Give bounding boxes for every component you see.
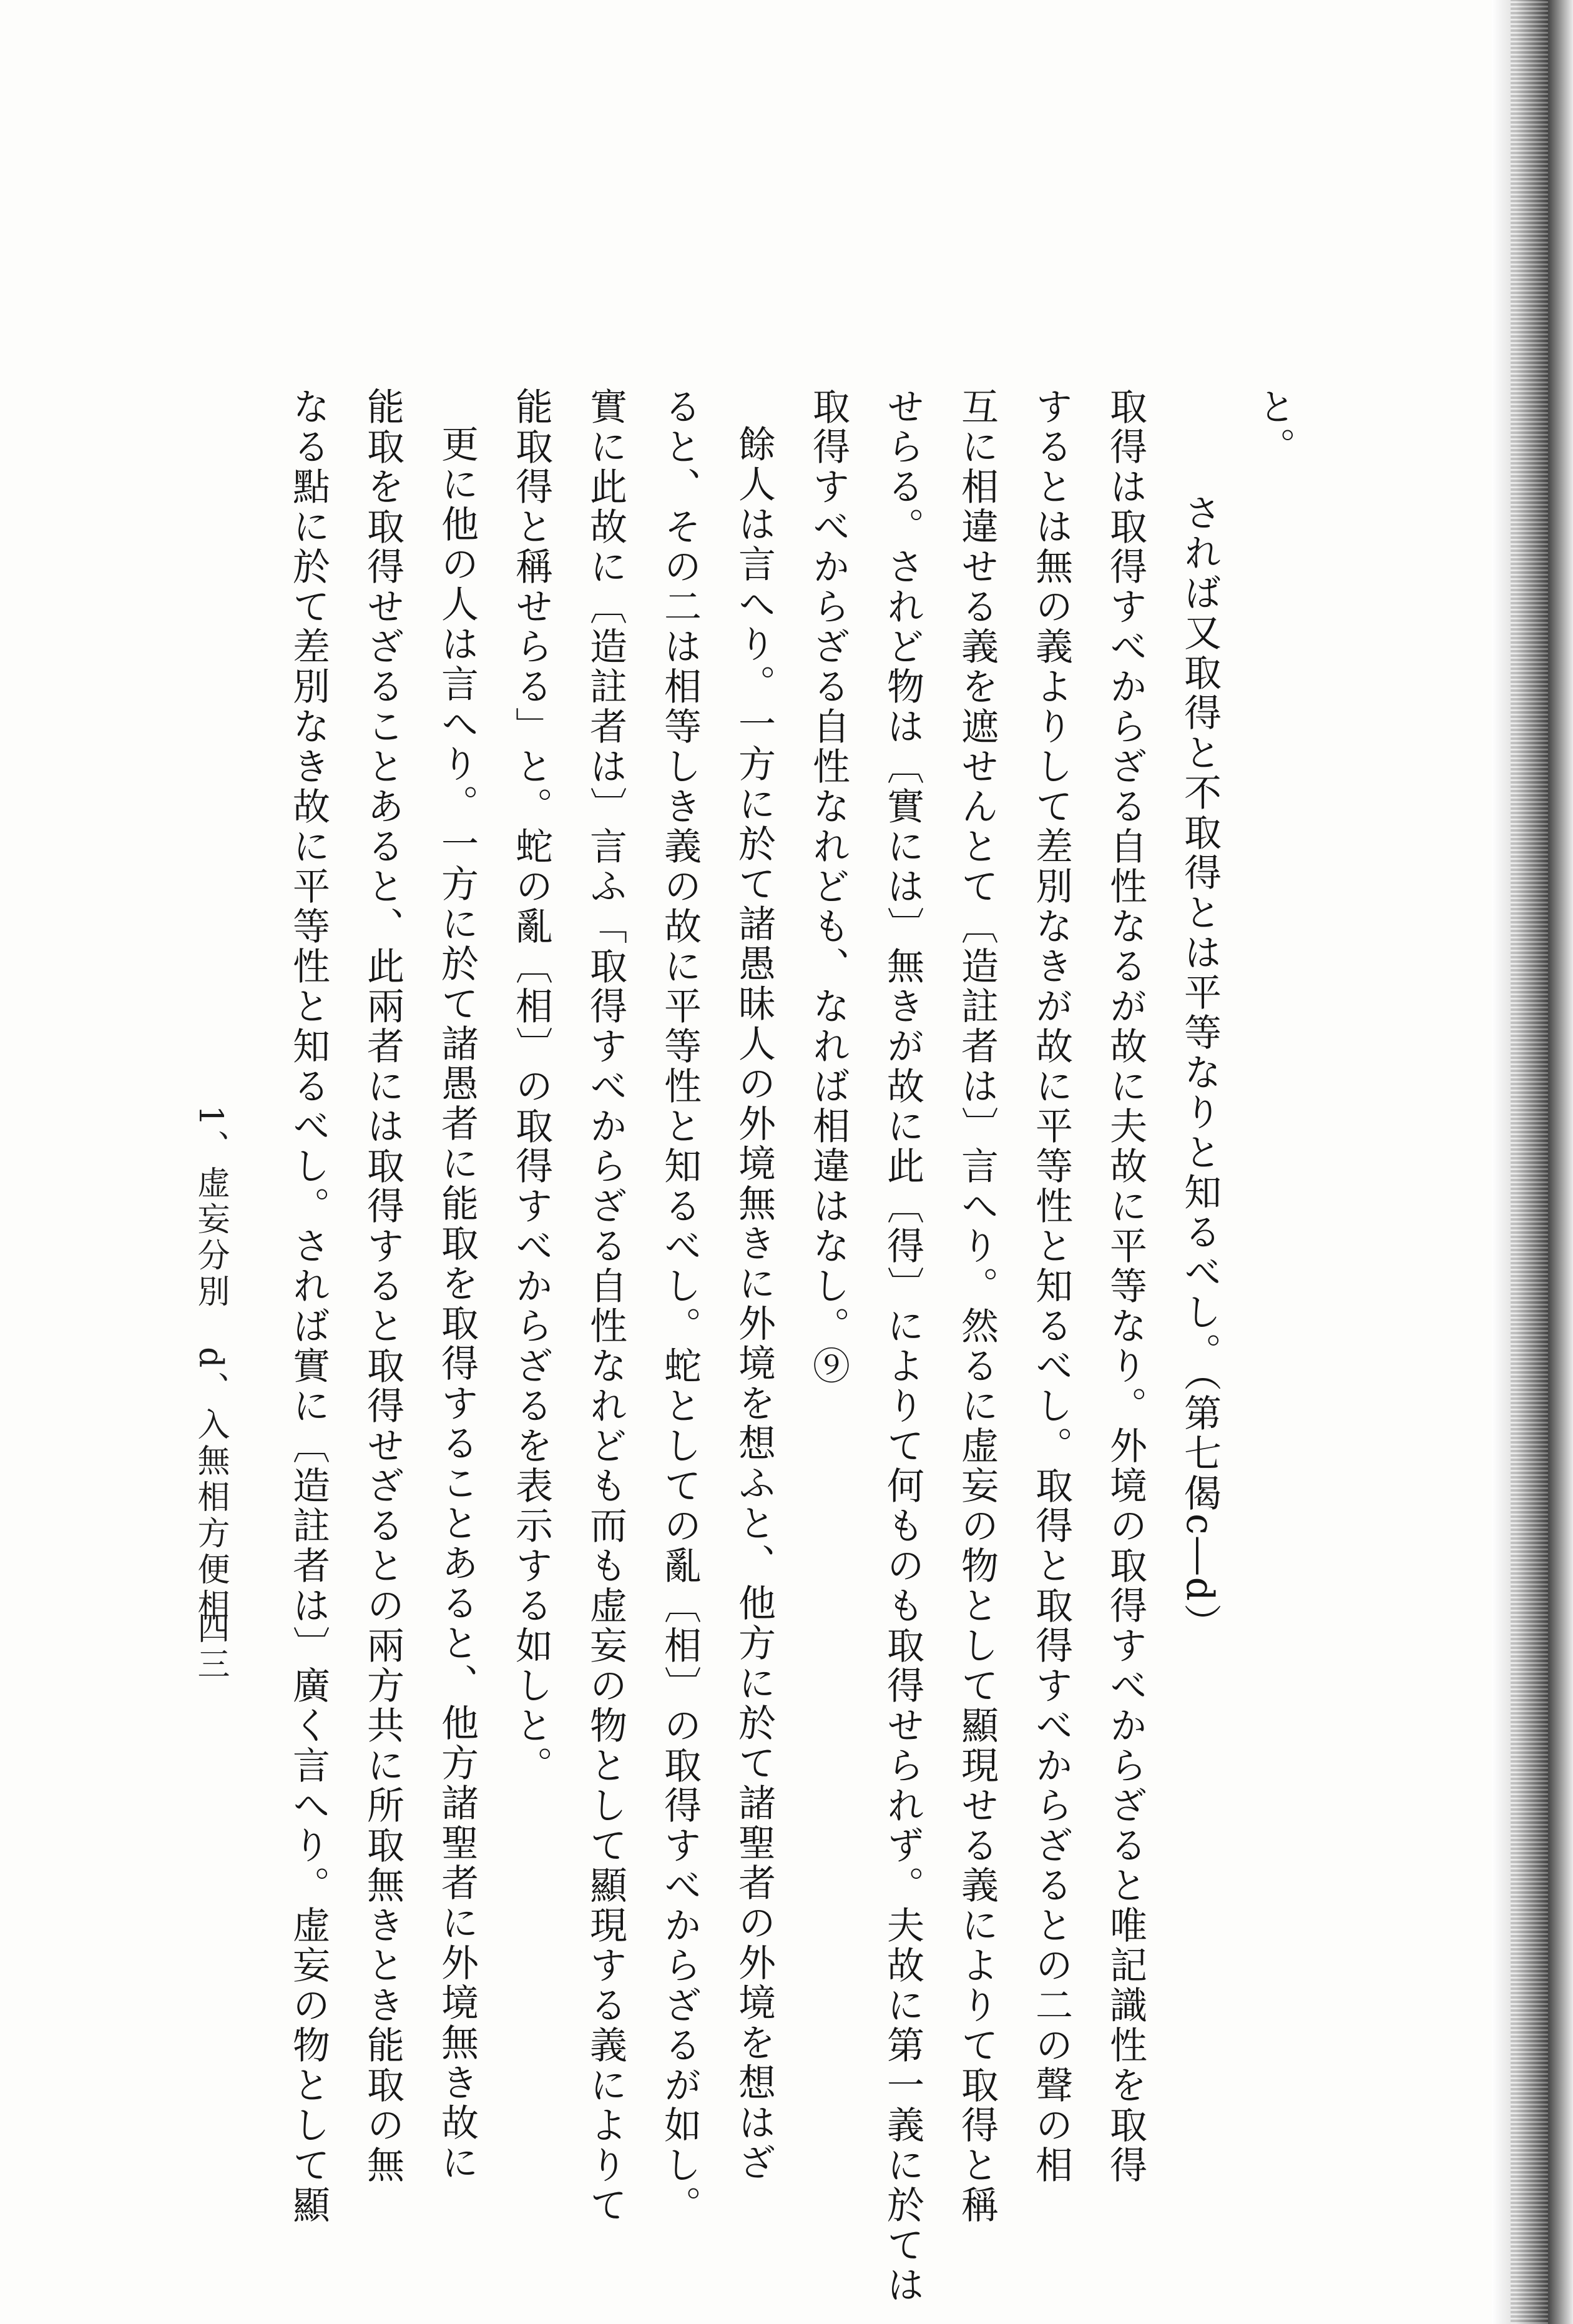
text-line: 取得すべからざる自性なれども、なれば相違はなし。⑨ xyxy=(806,387,850,1386)
text-line: 互に相違せる義を遮せんとて〔造註者は〕言へり。然るに虚妄の物として顯現せる義によりて取得と稱 xyxy=(955,387,999,2225)
text-line: なる點に於て差別なき故に平等性と知るべし。されば實に〔造註者は〕廣く言へり。虚妄の物として顯 xyxy=(287,387,330,2225)
running-head: 1、虚妄分別 d、入無相方便相 xyxy=(192,1105,229,1625)
text-line: と。 xyxy=(1252,387,1296,467)
text-line-quote: されば又取得と不取得とは平等なりと知るべし。（第七偈c―d） xyxy=(1178,493,1222,1644)
binding-speckle xyxy=(1511,0,1548,2324)
text-line: 能取得と稱せらる」と。蛇の亂〔相〕の取得すべからざるを表示する如しと。 xyxy=(509,387,553,1786)
text-line-paragraph: 餘人は言へり。一方に於て諸愚昧人の外境無きに外境を想ふと、他方に於て諸聖者の外境を想はざ xyxy=(732,425,776,2183)
text-line: 能取を取得せざることあると、此兩者には取得すると取得せざるとの兩方共に所取無きとき能取の無 xyxy=(361,387,404,2185)
text-line: するとは無の義よりして差別なきが故に平等性と知るべし。取得と取得すべからざるとの二の聲の相 xyxy=(1029,387,1073,2185)
text-line: 取得は取得すべからざる自性なるが故に夫故に平等なり。外境の取得すべからざると唯記識性を取得 xyxy=(1104,387,1147,2185)
text-line: ると、その二は相等しき義の故に平等性と知るべし。蛇としての亂〔相〕の取得すべからざるが如し。 xyxy=(658,387,702,2225)
vertical-body-text xyxy=(262,387,1311,2305)
text-line-paragraph: 更に他の人は言へり。一方に於て諸愚者に能取を取得することあると、他方諸聖者に外境無き故に xyxy=(435,425,479,2183)
text-line: 實に此故に〔造註者は〕言ふ「取得すべからざる自性なれども而も虚妄の物として顯現する義によりて xyxy=(584,387,627,2225)
page-number: 四三 xyxy=(192,1611,229,1683)
text-line: せらる。されど物は〔實には〕無きが故に此〔得〕によりて何ものも取得せられず。夫故に第一義に於ては xyxy=(881,387,924,2305)
